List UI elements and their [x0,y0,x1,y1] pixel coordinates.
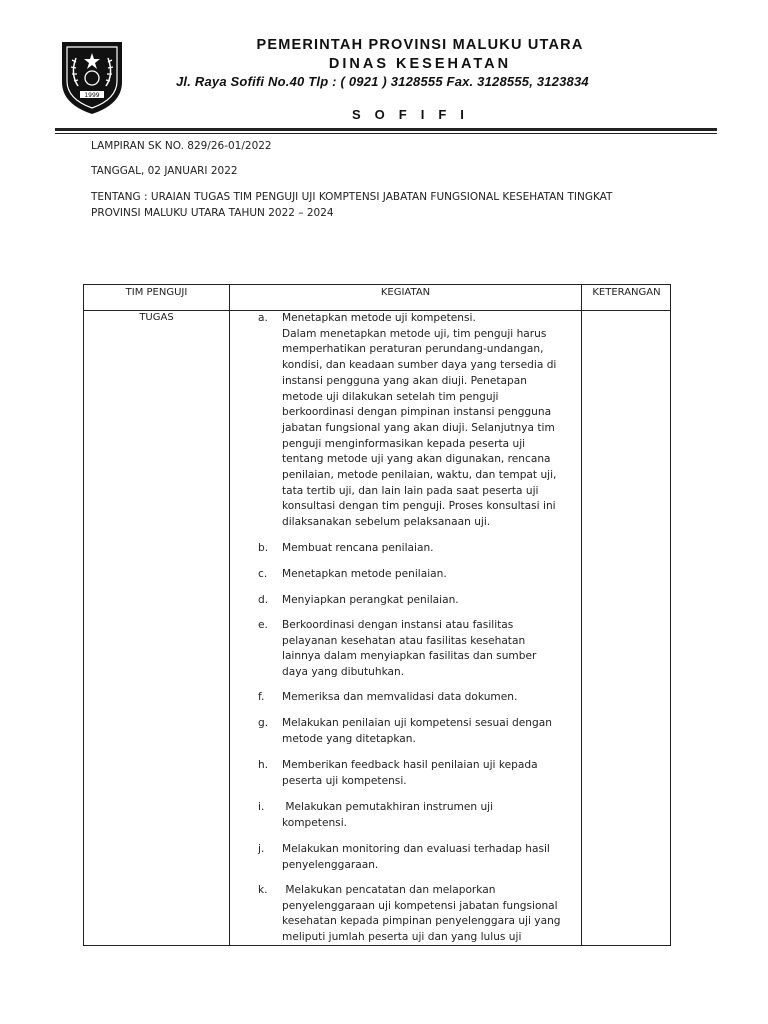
kegiatan-item-text [282,842,578,873]
table-column-divider-1 [229,284,230,946]
kegiatan-item-line: kondisi, dan keadaan sumber daya yang tersedia di [282,359,557,372]
kegiatan-item-letter: h. [258,759,269,771]
kegiatan-item-line: kesehatan kepada pimpinan penyelenggara uji yang [282,915,561,928]
kegiatan-item-text [282,716,578,747]
kegiatan-item-letter: i. [258,801,265,813]
tentang-line-2: PROVINSI MALUKU UTARA TAHUN 2022 – 2024 [91,207,334,219]
kegiatan-item-line: penilaian, metode penilaian, waktu, dan tempat uji, [282,469,557,482]
kegiatan-item-letter: c. [258,568,268,580]
kegiatan-item-line: instansi pengguna yang akan diuji. Penetapan [282,374,527,387]
kegiatan-item-line: konsultasi dengan tim penguji. Proses konsultasi ini [282,500,556,513]
kegiatan-item-line: Menyiapkan perangkat penilaian. [282,594,459,606]
kegiatan-item-line: jabatan fungsional yang akan diuji. Selanjutnya tim [282,421,555,434]
kegiatan-item-line: metode uji dilakukan setelah tim penguji [282,390,499,403]
kegiatan-item-text [282,541,578,557]
kegiatan-item-line: penyelenggaraan uji kompetensi jabatan fungsional [282,899,558,912]
kegiatan-item-line: peserta uji kompetensi. [282,774,407,787]
kegiatan-item-letter: k. [258,884,268,896]
kegiatan-item-line: Berkoordinasi dengan instansi atau fasilitas [282,619,514,631]
header-tim-penguji: TIM PENGUJI [125,287,188,298]
lampiran-line: LAMPIRAN SK NO. 829/26-01/2022 [91,140,272,152]
kegiatan-item-text [282,311,578,531]
kegiatan-item-letter: j. [258,843,265,855]
kegiatan-item-line: Melakukan monitoring dan evaluasi terhadap hasil [282,843,550,855]
kegiatan-item-text [282,800,578,831]
kegiatan-item-letter: f. [258,691,265,703]
kegiatan-item-letter: g. [258,717,269,729]
kegiatan-item-letter: d. [258,594,269,606]
kegiatan-item-line: meliputi jumlah peserta uji dan yang lulus uji [282,931,522,944]
kegiatan-item-line: Memeriksa dan memvalidasi data dokumen. [282,691,518,703]
kegiatan-item-text [282,618,578,681]
logo-year-text: 1999 [84,92,100,99]
kegiatan-item-line: Melakukan pemutakhiran instrumen uji [282,801,494,813]
letterhead-divider-thick [55,128,717,131]
kegiatan-item-line: Menetapkan metode penilaian. [282,568,447,580]
kegiatan-item-text [282,883,578,946]
kegiatan-item-line: Dalam menetapkan metode uji, tim penguji harus [282,327,547,340]
kegiatan-item-line: lainnya dalam menyiapkan fasilitas dan sumber [282,650,537,663]
kegiatan-item-line: memperhatikan peraturan perundang-undangan, [282,343,544,356]
letterhead-city: SOFIFI [352,107,478,122]
kegiatan-item-text [282,690,578,706]
kegiatan-item-line: tentang metode uji yang akan digunakan, rencana [282,453,551,466]
kegiatan-item-line: Melakukan penilaian uji kompetensi sesuai dengan [282,717,552,729]
kegiatan-item-text [282,567,578,583]
letterhead-department-name: DINAS KESEHATAN [328,56,512,72]
letterhead-government-name: PEMERINTAH PROVINSI MALUKU UTARA [256,37,584,53]
tentang-line-1: TENTANG : URAIAN TUGAS TIM PENGUJI UJI KOMPTENSI JABATAN FUNGSIONAL KESEHATAN TINGKAT [91,191,613,203]
kegiatan-item-line: pelayanan kesehatan atau fasilitas kesehatan [282,634,526,647]
kegiatan-item-line: Membuat rencana penilaian. [282,542,434,554]
kegiatan-item-letter: a. [258,312,268,324]
letterhead-divider-thin [55,133,717,134]
table-column-divider-2 [581,284,582,946]
kegiatan-item-letter: b. [258,542,269,554]
header-kegiatan: KEGIATAN [380,287,431,298]
kegiatan-item-line: penguji menginformasikan kepada peserta uji [282,437,526,450]
kegiatan-item-line: daya yang dibutuhkan. [282,666,405,679]
kegiatan-item-line: penyelenggaraan. [282,858,379,871]
kegiatan-item-line: tata tertib uji, dan lain lain pada saat peserta uji [282,484,539,497]
tanggal-line: TANGGAL, 02 JANUARI 2022 [91,165,238,177]
kegiatan-item-text [282,593,578,609]
kegiatan-item-text [282,758,578,789]
kegiatan-item-line: dilaksanakan sebelum pelaksanaan uji. [282,516,491,529]
row-label-tugas: TUGAS [139,312,174,323]
kegiatan-item-line: Memberikan feedback hasil penilaian uji kepada [282,759,538,771]
kegiatan-item-line: Menetapkan metode uji kompetensi. [282,312,476,324]
letterhead-address: Jl. Raya Sofifi No.40 Tlp : ( 0921 ) 3128555 Fax. 3128555, 3123834 [176,74,589,89]
kegiatan-item-line: kompetensi. [282,816,348,829]
provincial-emblem-logo [56,38,128,116]
kegiatan-item-line: metode yang ditetapkan. [282,732,416,745]
header-keterangan: KETERANGAN [592,287,661,298]
kegiatan-item-line: berkoordinasi dengan pimpinan instansi pengguna [282,406,552,419]
kegiatan-item-line: Melakukan pencatatan dan melaporkan [282,884,496,896]
kegiatan-item-letter: e. [258,619,268,631]
